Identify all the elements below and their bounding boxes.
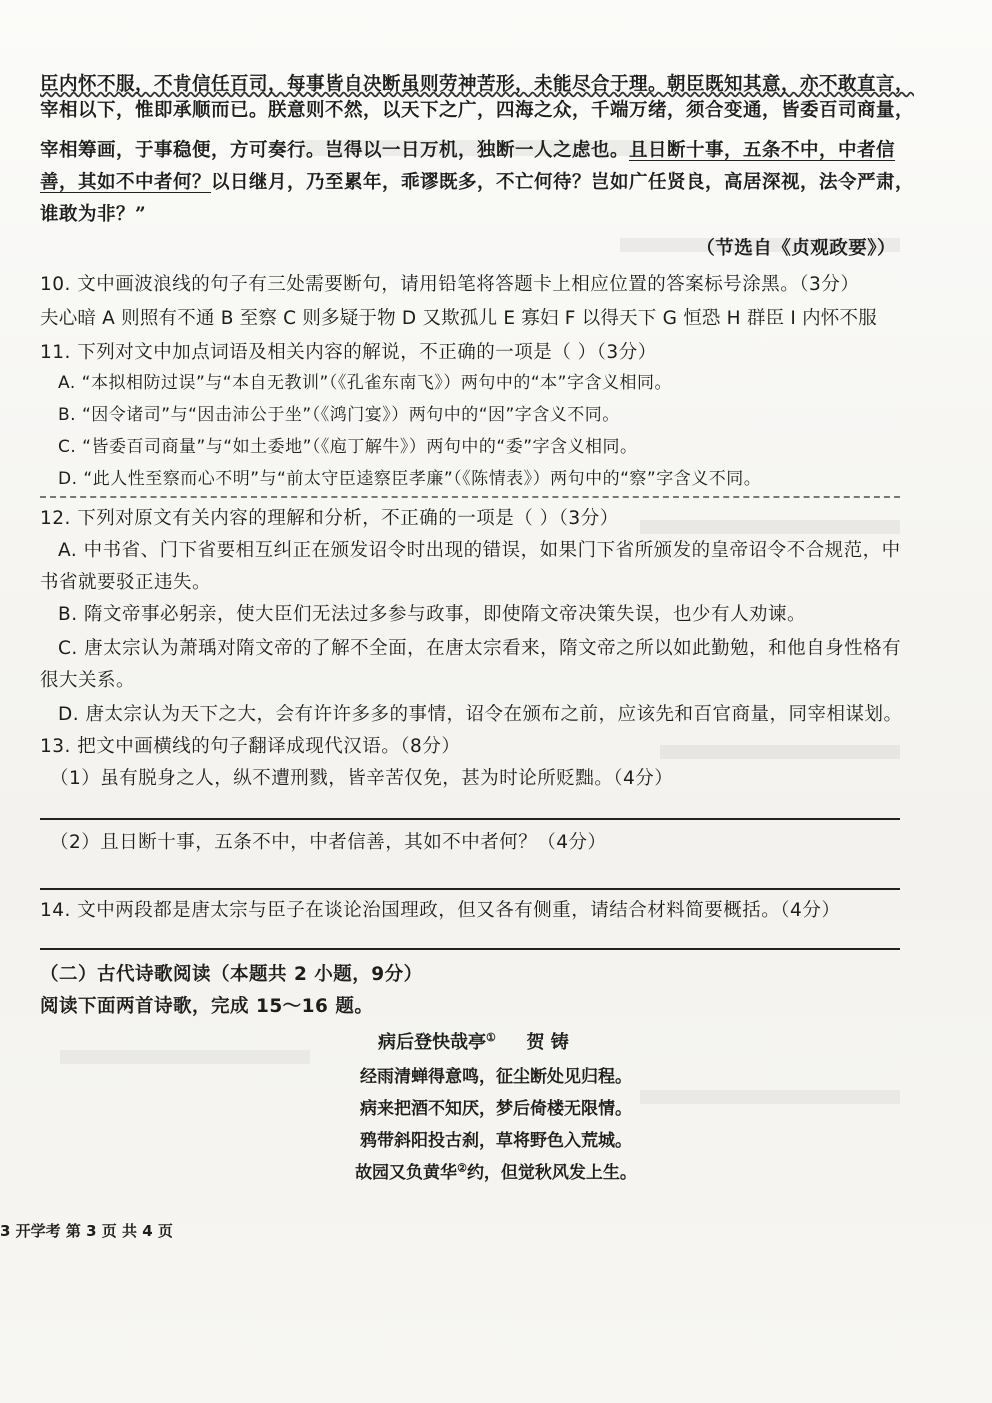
poem-line: 病来把酒不知厌，梦后倚楼无限情。 [360, 1099, 632, 1119]
section-2-instruction: 阅读下面两首诗歌，完成 15～16 题。 [40, 996, 374, 1017]
poem-title: 病后登快哉亭① 贺 铸 [378, 1031, 569, 1053]
passage-line: 宰相筹画，于事稳便，方可奏行。岂得以一日万机，独断一人之虑也。且日断十事，五条不中，中者信 [40, 140, 896, 161]
question-14-stem: 14. 文中两段都是唐太宗与臣子在谈论治国理政，但又各有侧重，请结合材料简要概括。（4分） [40, 900, 841, 921]
divider-dashed [40, 496, 900, 498]
passage-line: 谁敢为非？” [40, 204, 147, 225]
underlined-sentence: 且日断十事，五条不中，中者信 [629, 140, 896, 161]
question-11-option-c: C. “皆委百司商量”与“如土委地”（《庖丁解牛》）两句中的“委”字含义相同。 [58, 437, 638, 457]
question-12-option-c-cont: 很大关系。 [40, 670, 136, 691]
question-11-option-d: D. “此人性至察而心不明”与“前太守臣逵察臣孝廉”（《陈情表》）两句中的“察”字含义不同。 [58, 469, 762, 489]
question-12-option-a: A. 中书省、门下省要相互纠正在颁发诏令时出现的错误，如果门下省所颁发的皇帝诏令不合规范，中 [58, 540, 901, 561]
poem-line: 鸦带斜阳投古刹，草将野色入荒城。 [360, 1131, 632, 1151]
answer-line [40, 818, 900, 820]
passage-line [40, 72, 972, 98]
footnote-mark: ② [457, 1161, 467, 1175]
section-2-heading: （二）古代诗歌阅读（本题共 2 小题，9分） [40, 964, 423, 985]
question-11-option-b: B. “因令诸司”与“因击沛公于坐”（《鸿门宴》）两句中的“因”字含义不同。 [58, 405, 620, 425]
poem-line: 故园又负黄华②约，但觉秋风发上生。 [355, 1161, 637, 1183]
question-12-stem: 12. 下列对原文有关内容的理解和分析，不正确的一项是（ ）（3分） [40, 508, 619, 529]
underlined-sentence: 善，其如不中者何？ [40, 172, 212, 193]
poem-line: 经雨清蝉得意鸣，征尘断处见归程。 [360, 1067, 632, 1087]
question-12-option-a-cont: 书省就要驳正违失。 [40, 572, 212, 593]
question-11-stem: 11. 下列对文中加点词语及相关内容的解说，不正确的一项是（ ）（3分） [40, 342, 657, 363]
passage-line: 善，其如不中者何？以日继月，乃至累年，乖谬既多，不亡何待？岂如广任贤良，高居深视，法令严肃， [40, 172, 915, 193]
question-13-stem: 13. 把文中画横线的句子翻译成现代汉语。（8分） [40, 736, 461, 757]
question-13-sentence-2: （2）且日断十事，五条不中，中者信善，其如不中者何？（4分） [50, 832, 607, 853]
question-10-stem: 10. 文中画波浪线的句子有三处需要断句，请用铅笔将答题卡上相应位置的答案标号涂黑。（3分） [40, 274, 860, 295]
question-13-sentence-1: （1）虽有脱身之人，纵不遭刑戮，皆辛苦仅免，甚为时论所贬黜。（4分） [50, 768, 674, 789]
question-10-options: 夫心暗 A 则照有不通 B 至察 C 则多疑于物 D 又欺孤儿 E 寡妇 F 以得天下 G 恒恐 H 群臣 I 内怀不服 [40, 308, 877, 329]
answer-line [40, 888, 900, 890]
footnote-mark: ① [486, 1031, 496, 1044]
question-12-option-b: B. 隋文帝事必躬亲，使大臣们无法过多参与政事，即使隋文帝决策失误，也少有人劝谏。 [58, 604, 806, 625]
page-footer: 3 开学考 第 3 页 共 4 页 [0, 1222, 173, 1240]
poem-author: 贺 铸 [526, 1032, 569, 1053]
wavy-underlined-text: 臣内怀不服，不肯信任百司，每事皆自决断虽则劳神苦形，未能尽合于理。朝臣既知其意，亦不敢直言， [40, 74, 915, 95]
passage-source: （节选自《贞观政要》） [696, 238, 896, 259]
answer-line [40, 948, 900, 950]
question-12-option-c: C. 唐太宗认为萧瑀对隋文帝的了解不全面，在唐太宗看来，隋文帝之所以如此勤勉，和他自身性格有 [58, 638, 902, 659]
question-11-option-a: A. “本拟相防过误”与“本自无教训”（《孔雀东南飞》）两句中的“本”字含义相同。 [58, 373, 672, 393]
question-12-option-d: D. 唐太宗认为天下之大，会有许许多多的事情，诏令在颁布之前，应该先和百官商量，同宰相谋划。 [58, 704, 903, 725]
passage-line: 宰相以下，惟即承顺而已。朕意则不然，以天下之广，四海之众，千端万绪，须合变通，皆委百司商量， [40, 100, 915, 121]
